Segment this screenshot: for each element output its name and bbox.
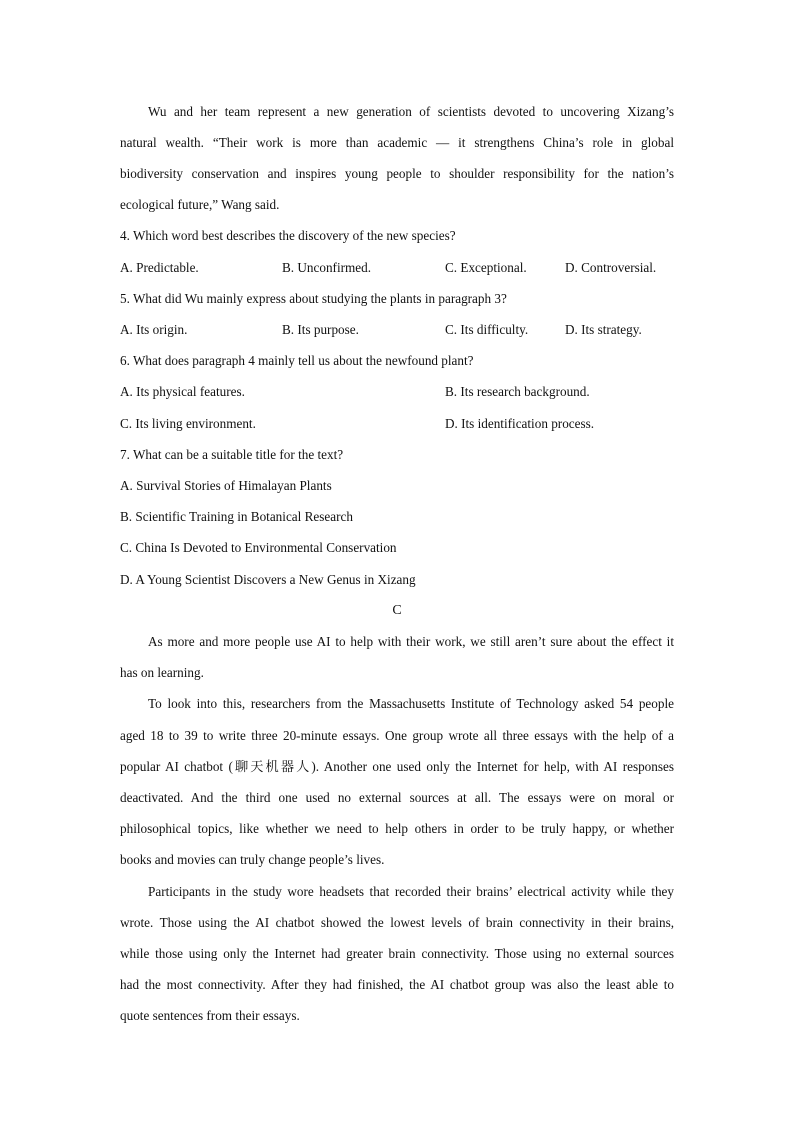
passage-c-line: As more and more people use AI to help with their work, we still aren’t sure about the effect it [148,634,674,649]
passage-c-line: Participants in the study wore headsets that recorded their brains’ electrical activity while they [148,884,674,899]
passage-c-line: philosophical topics, like whether we need to help others in order to be truly happy, or whether [120,821,674,836]
answer-option[interactable]: B. Its research background. [445,384,590,399]
passage-b-line: Wu and her team represent a new generation of scientists devoted to uncovering Xizang’s [148,104,674,119]
question-stem: 5. What did Wu mainly express about studying the plants in paragraph 3? [120,291,507,306]
answer-option[interactable]: A. Predictable. [120,260,199,275]
answer-option[interactable]: A. Its origin. [120,322,188,337]
answer-option[interactable]: D. Its identification process. [445,416,595,431]
answer-option[interactable]: D. A Young Scientist Discovers a New Genus in Xizang [120,572,416,587]
answer-option[interactable]: B. Scientific Training in Botanical Research [120,509,353,524]
answer-option[interactable]: C. Its living environment. [120,416,256,431]
question-stem: 7. What can be a suitable title for the text? [120,447,344,462]
question-stem: 4. Which word best describes the discovery of the new species? [120,228,456,243]
answer-option[interactable]: B. Its purpose. [282,322,359,337]
passage-c-line: aged 18 to 39 to write three 20-minute essays. One group wrote all three essays with the help of a [120,728,674,743]
passage-c-line: To look into this, researchers from the Massachusetts Institute of Technology asked 54 people [148,696,674,711]
answer-option[interactable]: A. Survival Stories of Himalayan Plants [120,478,332,493]
passage-b-line: natural wealth. “Their work is more than academic — it strengthens China’s role in global [120,135,674,150]
section-heading: C [392,603,402,618]
passage-c-line: wrote. Those using the AI chatbot showed the lowest levels of brain connectivity in their brains, [120,915,674,930]
answer-option[interactable]: D. Controversial. [565,260,657,275]
answer-option[interactable]: D. Its strategy. [565,322,642,337]
passage-b-line: biodiversity conservation and inspires young people to shoulder responsibility for the nation’s [120,166,674,181]
answer-option[interactable]: C. Its difficulty. [445,322,529,337]
answer-option[interactable]: C. Exceptional. [445,260,527,275]
answer-option[interactable]: B. Unconfirmed. [282,260,371,275]
passage-c-line: while those using only the Internet had greater brain connectivity. Those using no external sources [120,946,674,961]
passage-c-line: books and movies can truly change people’s lives. [120,852,385,867]
passage-c-line: deactivated. And the third one used no external sources at all. The essays were on moral or [120,790,674,805]
passage-c-line: has on learning. [120,665,204,680]
answer-option[interactable]: A. Its physical features. [120,384,245,399]
passage-b-line: ecological future,” Wang said. [120,197,280,212]
passage-c-line: had the most connectivity. After they had finished, the AI chatbot group was also the least able to [120,977,674,992]
answer-option[interactable]: C. China Is Devoted to Environmental Conservation [120,540,397,555]
passage-c-line: quote sentences from their essays. [120,1008,300,1023]
question-stem: 6. What does paragraph 4 mainly tell us about the newfound plant? [120,353,474,368]
passage-c-line: popular AI chatbot (聊天机器人). Another one used only the Internet for help, with AI responses [120,759,674,774]
